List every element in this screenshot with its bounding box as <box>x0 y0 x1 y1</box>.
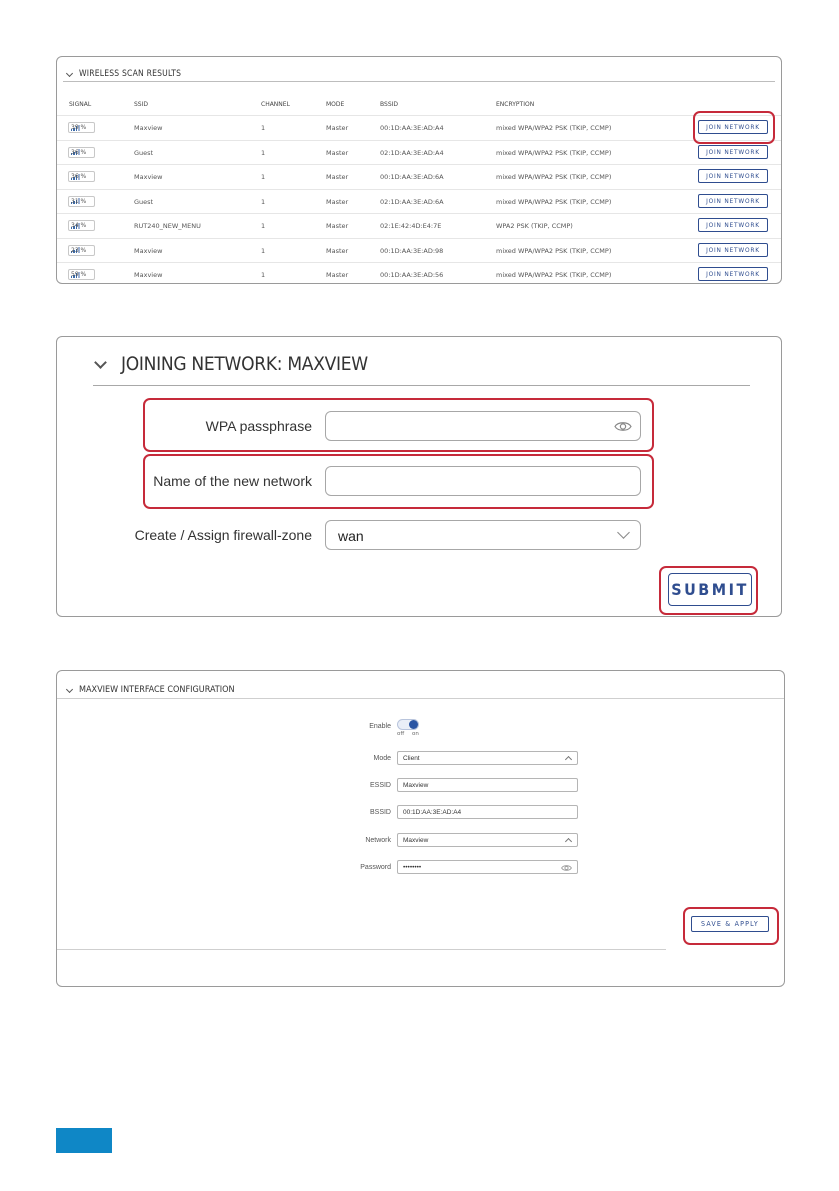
signal-badge <box>68 171 95 182</box>
divider <box>57 949 666 950</box>
mode-cell: Master <box>326 124 349 132</box>
bssid-label: BSSID <box>369 809 391 816</box>
save-apply-button[interactable]: SAVE & APPLY <box>691 916 769 932</box>
divider <box>57 698 784 699</box>
enable-toggle[interactable] <box>397 719 419 730</box>
ssid-cell: Maxview <box>134 246 163 255</box>
col-ssid: SSID <box>134 101 149 108</box>
mode-cell: Master <box>326 246 349 255</box>
encryption-cell: mixed WPA/WPA2 PSK (TKIP, CCMP) <box>496 148 612 157</box>
ssid-cell: Guest <box>134 148 154 157</box>
divider <box>63 81 775 82</box>
table-row <box>57 238 781 263</box>
encryption-cell: mixed WPA/WPA2 PSK (TKIP, CCMP) <box>496 197 612 206</box>
ssid-cell: Maxview <box>134 124 163 132</box>
mode-select[interactable] <box>397 751 578 765</box>
network-name-input[interactable] <box>325 466 641 496</box>
network-value: Maxview <box>403 836 429 844</box>
chevron-down-icon <box>617 526 630 539</box>
network-label: Network <box>365 837 391 844</box>
signal-badge <box>68 147 95 158</box>
essid-value: Maxview <box>403 781 429 789</box>
bssid-cell: 00:1D:AA:3E:AD:56 <box>380 271 444 279</box>
table-row <box>57 140 781 165</box>
join-section-header[interactable] <box>93 353 368 375</box>
toggle-knob <box>409 720 418 729</box>
config-section-title: MAXVIEW INTERFACE CONFIGURATION <box>79 685 235 695</box>
wireless-scan-results-panel <box>56 56 782 284</box>
eye-icon[interactable] <box>614 420 632 433</box>
divider <box>93 385 750 386</box>
bssid-cell: 02:1D:AA:3E:AD:A4 <box>380 148 444 157</box>
channel-cell: 1 <box>261 246 266 255</box>
join-network-button[interactable]: JOIN NETWORK <box>698 218 768 232</box>
signal-badge <box>68 122 95 133</box>
eye-icon[interactable] <box>561 864 572 872</box>
toggle-on-label: on <box>412 731 419 737</box>
mode-label: Mode <box>373 755 391 762</box>
col-signal: SIGNAL <box>69 101 92 108</box>
bssid-value: 00:1D:AA:3E:AD:A4 <box>403 808 462 816</box>
channel-cell: 1 <box>261 197 266 206</box>
mode-cell: Master <box>326 222 349 230</box>
essid-label: ESSID <box>369 782 391 789</box>
channel-cell: 1 <box>261 124 266 132</box>
channel-cell: 1 <box>261 148 266 157</box>
signal-value: 23 % <box>71 246 87 254</box>
table-row <box>57 115 781 140</box>
table-row <box>57 189 781 214</box>
config-section-header[interactable] <box>65 685 235 695</box>
interface-configuration-panel <box>56 670 785 987</box>
bssid-cell: 02:1D:AA:3E:AD:6A <box>380 197 444 206</box>
channel-cell: 1 <box>261 173 266 181</box>
bssid-input[interactable] <box>397 805 578 819</box>
mode-cell: Master <box>326 148 349 157</box>
ssid-cell: Guest <box>134 197 154 206</box>
wpa-passphrase-label: WPA passphrase <box>205 418 312 434</box>
mode-cell: Master <box>326 173 349 181</box>
bssid-cell: 02:1E:42:4D:E4:7E <box>380 222 442 230</box>
password-label: Password <box>360 864 391 871</box>
password-value: •••••••• <box>403 863 422 871</box>
bssid-cell: 00:1D:AA:3E:AD:6A <box>380 173 444 181</box>
signal-value: 59 % <box>71 271 87 278</box>
col-channel: CHANNEL <box>261 101 290 108</box>
enable-label: Enable <box>369 723 391 730</box>
mode-cell: Master <box>326 271 349 279</box>
encryption-cell: mixed WPA/WPA2 PSK (TKIP, CCMP) <box>496 246 612 255</box>
channel-cell: 1 <box>261 271 266 279</box>
network-name-label: Name of the new network <box>153 473 312 489</box>
scan-section-title: WIRELESS SCAN RESULTS <box>79 69 182 79</box>
join-network-button[interactable]: JOIN NETWORK <box>698 169 768 183</box>
chevron-down-icon[interactable] <box>66 685 73 692</box>
wpa-passphrase-input[interactable] <box>325 411 641 441</box>
signal-value: 36 % <box>71 148 87 156</box>
encryption-cell: WPA2 PSK (TKIP, CCMP) <box>496 222 573 230</box>
signal-badge <box>68 196 95 207</box>
ssid-cell: RUT240_NEW_MENU <box>134 222 201 230</box>
essid-input[interactable] <box>397 778 578 792</box>
encryption-cell: mixed WPA/WPA2 PSK (TKIP, CCMP) <box>496 124 612 132</box>
scan-table-header <box>57 101 781 111</box>
col-mode: MODE <box>326 101 345 108</box>
join-section-title: JOINING NETWORK: MAXVIEW <box>121 353 368 375</box>
signal-value: 39 % <box>71 124 87 131</box>
joining-network-panel <box>56 336 782 617</box>
table-row <box>57 213 781 238</box>
ssid-cell: Maxview <box>134 173 163 181</box>
bssid-cell: 00:1D:AA:3E:AD:A4 <box>380 124 444 132</box>
chevron-up-icon <box>565 838 572 845</box>
signal-badge <box>68 245 95 256</box>
firewall-zone-value: wan <box>338 528 364 544</box>
signal-value: 36 % <box>71 173 87 180</box>
encryption-cell: mixed WPA/WPA2 PSK (TKIP, CCMP) <box>496 173 612 181</box>
col-encryption: ENCRYPTION <box>496 101 535 108</box>
bssid-cell: 00:1D:AA:3E:AD:98 <box>380 246 444 255</box>
table-row <box>57 262 781 287</box>
join-network-button[interactable]: JOIN NETWORK <box>698 120 768 134</box>
signal-value: 31 % <box>71 197 87 205</box>
signal-value: 34 % <box>71 222 87 229</box>
password-input[interactable] <box>397 860 578 874</box>
mode-cell: Master <box>326 197 349 206</box>
col-bssid: BSSID <box>380 101 399 108</box>
table-row <box>57 164 781 189</box>
join-network-button[interactable]: JOIN NETWORK <box>698 194 768 208</box>
scan-section-header[interactable] <box>65 69 181 79</box>
join-network-button[interactable]: JOIN NETWORK <box>698 145 768 159</box>
chevron-down-icon[interactable] <box>66 69 73 76</box>
join-network-button[interactable]: JOIN NETWORK <box>698 243 768 257</box>
toggle-off-label: off <box>397 731 405 737</box>
signal-badge <box>68 269 95 280</box>
page-footer-tab <box>56 1128 112 1153</box>
ssid-cell: Maxview <box>134 271 163 279</box>
channel-cell: 1 <box>261 222 266 230</box>
firewall-zone-select[interactable] <box>325 520 641 550</box>
join-network-button[interactable]: JOIN NETWORK <box>698 267 768 281</box>
submit-button[interactable]: SUBMIT <box>668 573 752 606</box>
encryption-cell: mixed WPA/WPA2 PSK (TKIP, CCMP) <box>496 271 612 279</box>
signal-badge <box>68 220 95 231</box>
firewall-zone-label: Create / Assign firewall-zone <box>134 527 312 543</box>
network-select[interactable] <box>397 833 578 847</box>
chevron-up-icon <box>565 756 572 763</box>
chevron-down-icon[interactable] <box>94 356 107 369</box>
mode-value: Client <box>403 754 420 762</box>
